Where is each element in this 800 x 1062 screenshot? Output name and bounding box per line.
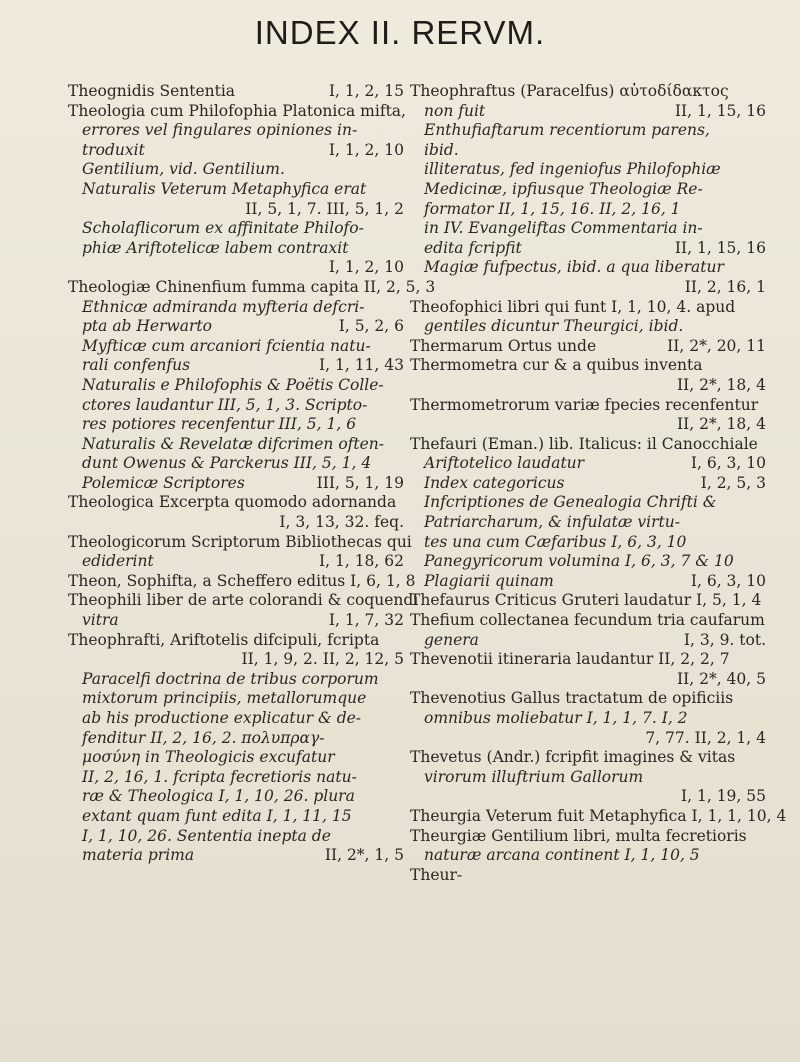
index-line [68,591,419,611]
index-line [410,611,790,631]
index-line [410,258,790,278]
index-entry-text: pta ab Herwarto [82,317,212,336]
index-entry-text: Myfticæ cum arcaniori fcientia natu- [82,336,371,355]
index-entry-text: Thermometra cur & a quibus inventa [410,356,703,375]
index-entry-reference: I, 1, 7, 32 [328,611,404,630]
index-entry-text: Index categoricus [424,473,565,492]
index-line [410,474,790,494]
index-line [68,200,408,220]
index-entry-text: Theognidis Sententia [68,82,236,100]
index-entry-text: Scholaflicorum ex affinitate Philofo- [82,219,364,238]
index-line [410,768,790,788]
index-line [68,219,408,239]
index-entry-reference: II, 2, 16, 1 [684,277,766,296]
index-entry-text: Thevenotii itineraria laudantur II, 2, 2, 7 [410,650,730,669]
index-line [410,807,790,827]
index-entry-text: Theologica Excerpta quomodo adornanda [68,493,397,512]
index-line [410,356,790,376]
index-line [410,787,790,807]
index-entry-text: edita fcripfit [424,238,522,257]
index-entry-reference: II, 2*, 18, 4 [676,375,766,394]
index-entry-text: Theon, Sophifta, a Scheffero editus I, 6, 1, 8 [68,571,416,590]
index-entry-text: Polemicæ Scriptores [82,473,245,492]
index-line [410,298,790,318]
index-entry-text: Naturalis e Philofophis & Poëtis Colle- [82,375,384,394]
index-entry-text: tes una cum Cæfaribus I, 6, 3, 10 [424,532,687,551]
index-entry-text: gentiles dicuntur Theurgici, ibid. [424,317,684,336]
index-entry-text: Paracelfi doctrina de tribus corporum [82,669,379,688]
index-entry-text: Thevenotius Gallus tractatum de opificiis [410,689,734,708]
index-entry-reference: II, 5, 1, 7. III, 5, 1, 2 [245,199,404,218]
index-entry-text: Magiæ fufpectus, ibid. a qua liberatur [424,258,724,277]
index-entry-text: Theur- [410,865,463,884]
index-entry-text: Enthufiaftarum recentiorum parens, [424,121,710,140]
index-line [410,239,790,259]
left-column [68,82,436,866]
index-line [68,827,408,847]
index-line [68,552,408,572]
index-entry-text: Ariftotelico laudatur [424,454,585,473]
index-line [68,121,408,141]
index-entry-reference: I, 1, 18, 62 [319,552,404,571]
index-line [68,532,412,553]
index-entry-text: II, 2, 16, 1. fcripta fecretioris natu- [82,767,357,786]
index-line [68,454,408,474]
index-entry-reference: 7, 77. II, 2, 1, 4 [645,728,766,747]
index-line [410,650,790,670]
index-entry-text: fenditur II, 2, 16, 2. πολυπραγ- [82,728,325,747]
index-entry-text: vitra [82,611,119,630]
index-line [410,631,790,651]
index-line [410,435,790,455]
index-line [410,572,790,592]
index-entry-text: Naturalis Veterum Metaphyfica erat [82,179,367,198]
index-line [410,533,790,553]
index-entry-text: Panegyricorum volumina I, 6, 3, 7 & 10 [424,552,734,571]
index-entry-reference: II, 1, 15, 16 [674,238,766,257]
index-entry-text: μοσύνη in Theologicis excufatur [82,748,335,767]
index-entry-text: virorum illuftrium Gallorum [424,767,644,786]
index-line [68,474,408,494]
index-line [410,415,790,435]
index-entry-reference: II, 2*, 18, 4 [676,415,766,434]
index-entry-text: Thevetus (Andr.) fcripfit imagines & vitas [410,748,736,767]
index-entry-reference: III, 5, 1, 19 [316,473,404,492]
index-entry-reference: I, 5, 2, 6 [338,317,404,336]
index-line [410,102,790,122]
right-column [410,82,790,885]
index-entry-reference: II, 2*, 40, 5 [676,669,766,688]
index-line [410,827,790,847]
index-line [410,219,790,239]
index-line [68,670,408,690]
index-entry-reference: II, 1, 15, 16 [674,101,766,120]
index-line [410,866,790,886]
index-entry-text: res potiores recenfentur III, 5, 1, 6 [82,415,357,434]
index-entry-text: Theophili liber de arte colorandi & coquendi [68,591,419,610]
index-entry-text: Theofophici libri qui funt I, 1, 10, 4. apud [410,297,736,316]
index-line [410,278,790,298]
index-entry-text: mixtorum principiis, metallorumque [82,689,367,708]
index-entry-text: omnibus moliebatur I, 1, 1, 7. I, 2 [424,709,688,727]
index-entry-text: materia prima [82,846,195,865]
index-entry-reference: I, 3, 9. tot. [683,630,766,649]
index-line [68,611,408,631]
index-entry-reference: I, 1, 11, 43 [319,356,404,375]
index-line [410,317,790,337]
index-entry-reference: I, 6, 3, 10 [690,571,766,590]
index-line [68,846,408,866]
index-line [68,180,408,200]
index-line [68,513,408,533]
index-line [68,650,408,670]
index-entry-reference: II, 2*, 20, 11 [667,336,766,355]
index-entry-text: Plagiarii quinam [424,571,554,590]
index-entry-text: errores vel fingulares opiniones in- [82,121,358,140]
index-line [410,396,790,416]
index-line [410,121,790,141]
index-line [410,729,790,749]
index-line [410,689,790,709]
index-line [68,317,408,337]
index-line [68,709,408,729]
index-line [68,102,408,122]
index-line [410,180,790,200]
index-entry-text: Thefaurus Criticus Gruteri laudatur I, 5, 1, 4 [410,591,762,610]
index-line [410,337,790,357]
index-line [68,396,408,416]
index-entry-text: ræ & Theologica I, 1, 10, 26. plura [82,787,355,806]
index-entry-reference: I, 1, 19, 55 [681,787,766,806]
index-entry-text: genera [424,630,479,649]
index-entry-reference: II, 1, 9, 2. II, 2, 12, 5 [241,650,404,669]
index-line [410,141,790,161]
index-line [410,670,790,690]
index-entry-text: non fuit [424,101,486,120]
index-entry-text: I, 1, 10, 26. Sententia inepta de [82,826,331,845]
index-entry-reference: I, 1, 2, 10 [328,140,404,159]
index-entry-reference: II, 2*, 1, 5 [324,846,404,865]
index-line [410,493,790,513]
index-line [68,82,408,102]
index-entry-text: Theologicorum Scriptorum Bibliothecas qui [68,532,412,551]
index-line [68,277,436,298]
index-entry-text: Thermometrorum variæ fpecies recenfentur [410,395,759,414]
index-line [410,552,790,572]
index-entry-text: Theurgiæ Gentilium libri, multa fecretioris [410,826,747,845]
index-entry-text: Gentilium, vid. Gentilium. [82,160,285,179]
index-entry-text: in IV. Evangeliftas Commentaria in- [424,219,703,238]
index-entry-reference: I, 1, 2, 15 [328,82,404,100]
index-line [410,82,790,102]
index-line [68,689,408,709]
index-line [68,729,408,749]
index-entry-reference: I, 6, 3, 10 [690,454,766,473]
index-entry-text: ediderint [82,552,154,571]
page-header: INDEX II. RERVM. [254,14,546,51]
index-line [68,571,416,592]
index-entry-text: extant quam funt edita I, 1, 11, 15 [82,806,352,825]
index-entry-text: ibid. [424,140,459,159]
index-entry-text: phiæ Ariftotelicæ labem contraxit [82,238,349,257]
index-line [68,337,408,357]
index-entry-text: Theurgia Veterum fuit Metaphyfica I, 1, 1, 10, 4 [410,806,787,825]
index-entry-text: Thermarum Ortus unde [410,336,597,355]
index-line [68,376,408,396]
index-line [410,513,790,533]
index-entry-text: Theologiæ Chinenfium fumma capita II, 2, 5, 3 [68,277,436,296]
index-entry-text: Theophraftus (Paracelfus) αὐτοδίδακτος [410,82,729,100]
index-entry-text: ab his productione explicatur & de- [82,709,362,727]
index-line [410,748,790,768]
index-entry-text: Infcriptiones de Genealogia Chrifti & [424,493,717,512]
index-entry-text: dunt Owenus & Parckerus III, 5, 1, 4 [82,454,372,473]
index-line [68,748,408,768]
index-line [68,807,408,827]
index-line [68,298,408,318]
index-line [410,200,790,220]
index-entry-reference: I, 1, 2, 10 [328,258,404,277]
index-entry-text: Patriarcharum, & infulatæ virtu- [424,513,680,532]
index-line [68,239,408,259]
index-line [68,160,408,180]
index-entry-text: Theologia cum Philofophia Platonica mifta, [68,101,406,120]
index-line [410,454,790,474]
index-entry-reference: I, 2, 5, 3 [700,473,766,492]
index-line [68,768,408,788]
index-entry-text: illiteratus, fed ingeniofus Philofophiæ [424,160,721,179]
index-line [410,846,790,866]
index-line [68,356,408,376]
index-entry-text: ctores laudantur III, 5, 1, 3. Scripto- [82,395,368,414]
index-line [68,493,408,513]
index-entry-text: Medicinæ, ipfiusque Theologiæ Re- [424,179,703,198]
index-line [68,787,408,807]
index-line [68,415,408,435]
index-line [410,709,790,729]
index-entry-text: Naturalis & Revelatæ difcrimen often- [82,434,385,453]
index-line [68,631,408,651]
index-entry-text: rali confenfus [82,356,191,375]
index-line [410,376,790,396]
index-entry-text: Theophrafti, Ariftotelis difcipuli, fcripta [68,630,380,649]
index-entry-text: troduxit [82,140,145,159]
index-entry-reference: I, 3, 13, 32. feq. [279,513,404,532]
index-line [68,141,408,161]
index-entry-text: Thefauri (Eman.) lib. Italicus: il Canocchiale [410,434,758,453]
index-line [410,591,790,611]
index-line [68,435,408,455]
index-entry-text: Thefium collectanea fecundum tria caufarum [410,611,765,630]
index-line [68,258,408,278]
index-line [410,160,790,180]
index-entry-text: naturæ arcana continent I, 1, 10, 5 [424,846,700,865]
index-entry-text: formator II, 1, 15, 16. II, 2, 16, 1 [424,199,681,218]
index-entry-text: Ethnicæ admiranda myfteria defcri- [82,297,365,316]
